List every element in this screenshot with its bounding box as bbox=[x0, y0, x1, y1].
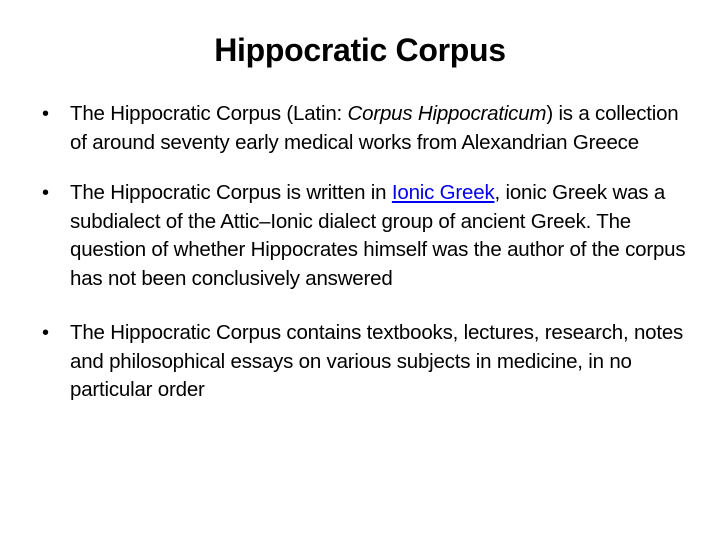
bullet-1-italic-term: Corpus Hippocraticum bbox=[347, 102, 547, 125]
bullet-dot-icon: • bbox=[42, 322, 49, 344]
bullet-item-1 bbox=[38, 100, 688, 157]
bullet-1-text-after: ) is a collection of around seventy early medical works from Alexandrian Greece bbox=[70, 102, 679, 154]
bullet-3-text: The Hippocratic Corpus contains textbooks, lectures, research, notes and philosophical essays on various subjects in medicine, in no particular order bbox=[70, 321, 684, 401]
bullet-2-text-after: , ionic Greek was a subdialect of the Attic–Ionic dialect group of ancient Greek. The question of whether Hippocrates himself was the author of the corpus has not been conclusively answered bbox=[70, 181, 686, 290]
bullet-1-text-before: The Hippocratic Corpus (Latin: bbox=[70, 102, 348, 125]
bullet-item-2 bbox=[38, 179, 688, 293]
bullet-item-3 bbox=[38, 319, 688, 405]
ionic-greek-link[interactable]: Ionic Greek bbox=[391, 181, 495, 204]
bullet-dot-icon: • bbox=[42, 182, 49, 204]
bullet-dot-icon: • bbox=[42, 103, 49, 125]
bullet-list bbox=[38, 100, 688, 405]
bullet-2-text-before: The Hippocratic Corpus is written in bbox=[70, 181, 392, 204]
slide-title: Hippocratic Corpus bbox=[214, 32, 506, 68]
